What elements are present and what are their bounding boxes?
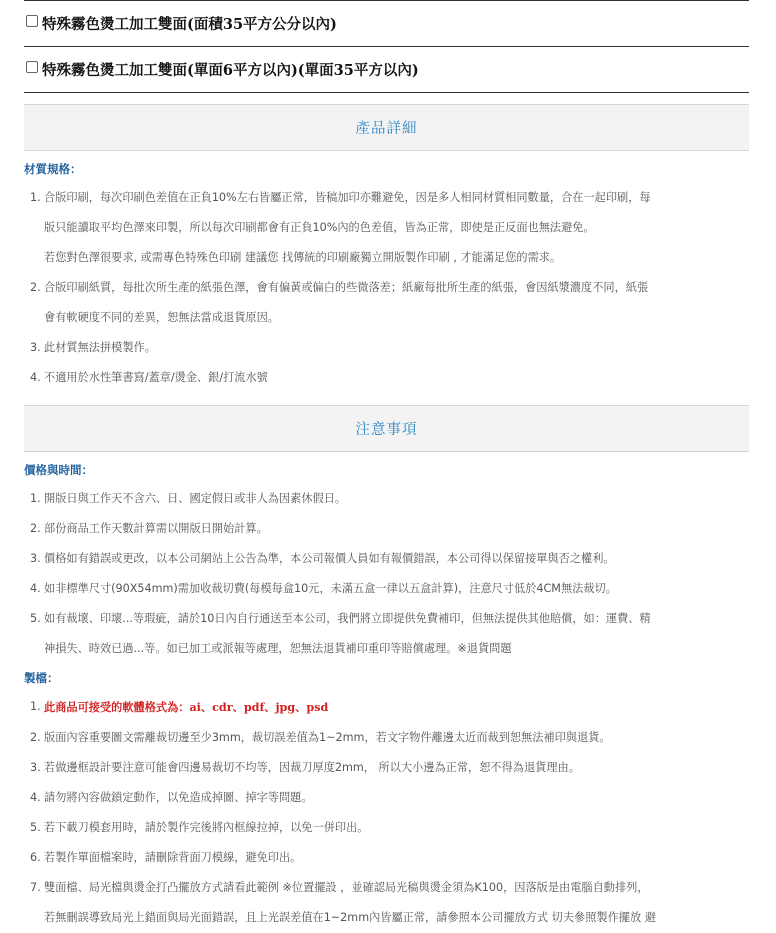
list-item [24, 903, 749, 933]
list-item-number: 3. [30, 341, 41, 354]
option-row[interactable] [24, 46, 749, 92]
list-item-text: 合版印刷紙質，每批次所生產的紙張色澤，會有偏黃或偏白的些微落差；紙廠每批所生產的紙張，會因紙漿濃度不同，紙張 [44, 281, 649, 294]
price-time-label: 價格與時間： [24, 463, 93, 477]
list-item [24, 544, 749, 574]
list-item-number: 6. [30, 851, 41, 864]
list-item-text: 若做邊框設計要注意可能會四邊易裁切不均等，因裁刀厚度2mm， 所以大小邊為正常，恕不得為退貨理由。 [44, 761, 580, 774]
section-header-product-details: 產品詳細 [24, 104, 749, 151]
list-item-number: 1. [30, 191, 41, 204]
list-item [24, 363, 749, 393]
list-item [24, 753, 749, 783]
list-item-text: 如非標準尺寸(90X54mm)需加收裁切費(每模每盒10元，未滿五盒一律以五盒計算)，注意尺寸低於4CM無法裁切。 [44, 582, 617, 595]
list-item-text: 版面內容重要圖文需離裁切邊至少3mm，裁切誤差值為1~2mm，若文字物件離邊太近而裁到恕無法補印與退貨。 [44, 731, 611, 744]
list-item-text: 版只能讀取平均色澤來印製，所以每次印刷都會有正負10%內的色差值，皆為正常，即使是正反面也無法避免。 [44, 221, 595, 234]
option-checkbox[interactable] [26, 15, 38, 27]
list-item-text: 若製作單面檔案時，請刪除背面刀模線，避免印出。 [44, 851, 302, 864]
list-item-text: 如有裁壞、印壞...等瑕疵，請於10日內自行通送至本公司，我們將立即提供免費補印，但無法提供其他賠償，如：運費、精 [44, 612, 651, 625]
list-item-text: 不適用於水性筆書寫/蓋章/燙金、銀/打流水號 [44, 371, 268, 384]
list-item [24, 873, 749, 903]
list-item [24, 273, 749, 303]
list-item-text: 若無刪誤導致局光上錯面與局光面錯誤，且上光誤差值在1~2mm內皆屬正常，請參照本公司擺放方式 切夫參照製作擺放 避 [44, 911, 656, 924]
list-item-number: 3. [30, 761, 41, 774]
list-item-number: 3. [30, 552, 41, 565]
list-item-text: 若您對色澤很要求, 或需專色特殊色印刷 建議您 找傳統的印刷廠獨立開版製作印刷 , 才能滿足您的需求。 [44, 251, 562, 264]
list-item [24, 183, 749, 213]
list-item-number: 4. [30, 791, 41, 804]
page-content [24, 0, 749, 933]
list-item [24, 333, 749, 363]
list-item-number: 5. [30, 612, 41, 625]
list-item-number: 2. [30, 731, 41, 744]
list-item [24, 484, 749, 514]
price-time-list [24, 484, 749, 664]
file-prep-label: 製檔： [24, 671, 59, 685]
list-item-text: 部份商品工作天數計算需以開版日開始計算。 [44, 522, 268, 535]
list-item [24, 843, 749, 873]
list-item [24, 303, 749, 333]
material-spec-label: 材質規格： [24, 162, 82, 176]
option-row[interactable] [24, 0, 749, 46]
list-item-number: 4. [30, 582, 41, 595]
list-item-text: 若下載刀模套用時，請於製作完後將內框線拉掉，以免一併印出。 [44, 821, 369, 834]
list-item-text: 請勿將內容做鎖定動作，以免造成掉圖、掉字等問題。 [44, 791, 313, 804]
list-item-number: 1. [30, 492, 41, 505]
list-item-number: 2. [30, 522, 41, 535]
list-item-number: 1. [30, 700, 41, 713]
list-item [24, 574, 749, 604]
list-item [24, 634, 749, 664]
divider [24, 92, 749, 104]
list-item [24, 813, 749, 843]
list-item-text: 開版日與工作天不含六、日、國定假日或非人為因素休假日。 [44, 492, 347, 505]
list-item [24, 723, 749, 753]
list-item [24, 692, 749, 723]
list-item-number: 4. [30, 371, 41, 384]
list-item-text: 此材質無法拼模製作。 [44, 341, 156, 354]
list-item-text: 此商品可接受的軟體格式為：ai、cdr、pdf、jpg、psd [44, 700, 329, 714]
list-item [24, 783, 749, 813]
option-label: 特殊霧色燙工加工雙面(單面6平方以內)(單面35平方以內) [42, 62, 419, 79]
list-item [24, 514, 749, 544]
list-item-number: 5. [30, 821, 41, 834]
file-prep-list [24, 692, 749, 933]
option-label: 特殊霧色燙工加工雙面(面積35平方公分以內) [42, 16, 337, 33]
list-item-text: 神損失、時效已過...等。如已加工或派報等處理，恕無法退貨補印重印等賠償處理。※退貨問題 [44, 642, 512, 655]
list-item-text: 雙面檔、局光檔與燙金打凸擺放方式請看此範例 ※位置擺設 ，並確認局光稿與燙金須為K100，因落版是由電腦自動排列， [44, 881, 649, 894]
list-item-number: 2. [30, 281, 41, 294]
list-item-text: 會有軟硬度不同的差異，恕無法當成退貨原因。 [44, 311, 279, 324]
list-item-text: 價格如有錯誤或更改，以本公司網站上公告為準，本公司報價人員如有報價錯誤，本公司得以保留接單與否之權利。 [44, 552, 615, 565]
section-header-notes: 注意事項 [24, 405, 749, 452]
option-checkbox[interactable] [26, 61, 38, 73]
material-spec-list [24, 183, 749, 393]
list-item [24, 213, 749, 243]
list-item [24, 604, 749, 634]
list-item-number: 7. [30, 881, 41, 894]
list-item [24, 243, 749, 273]
list-item-text: 合版印刷，每次印刷色差值在正負10%左右皆屬正常，皆稿加印亦難避免，因是多人相同材質相同數量，合在一起印刷，每 [44, 191, 651, 204]
